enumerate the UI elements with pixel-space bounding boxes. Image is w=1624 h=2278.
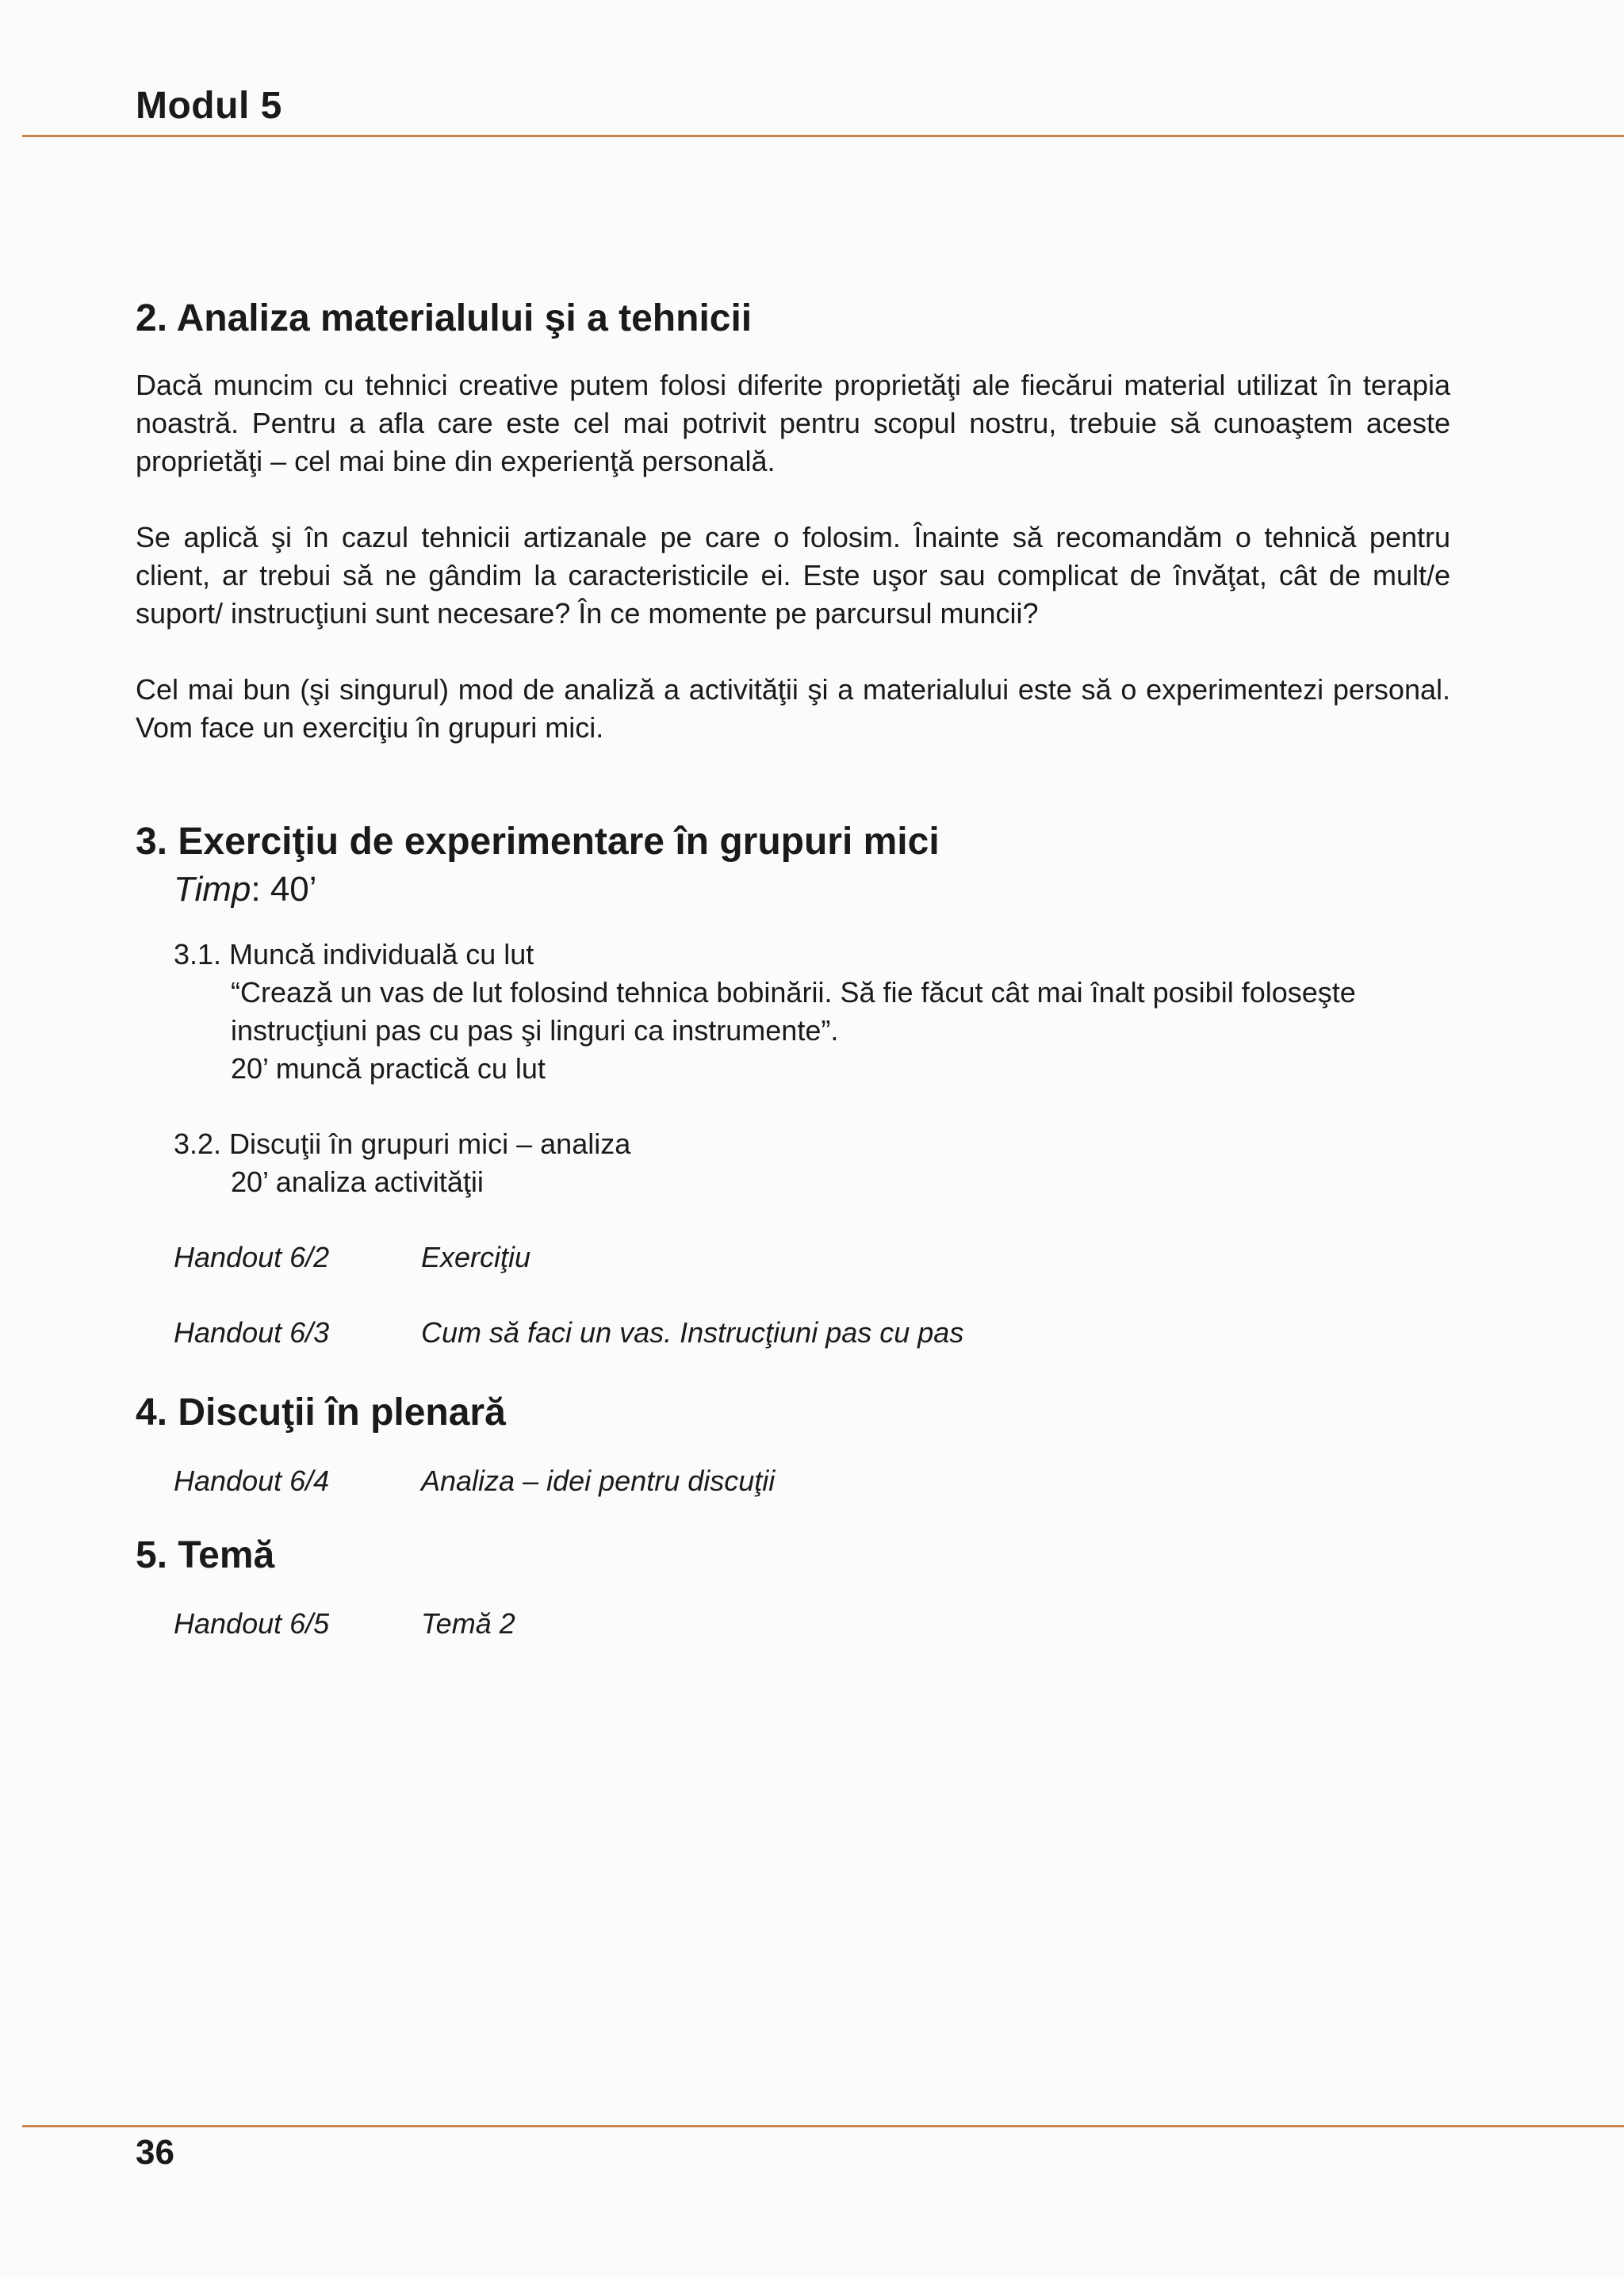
- handout-row: [174, 1239, 1450, 1277]
- subsection-3-2-duration: 20’ analiza activităţii: [231, 1166, 484, 1198]
- handout-title: Analiza – idei pentru discuţii: [421, 1464, 776, 1497]
- handout-id: Handout 6/2: [174, 1241, 330, 1273]
- handout-title: Cum să faci un vas. Instrucţiuni pas cu pas: [421, 1316, 964, 1349]
- section-4-heading: 4. Discuţii în plenară: [136, 1392, 506, 1434]
- subsection-3-1-title: 3.1. Muncă individuală cu lut: [174, 938, 534, 971]
- time-value: : 40’: [251, 870, 317, 909]
- section-2-paragraph-1: Dacă muncim cu tehnici creative putem folosi diferite proprietăţi ale fiecărui material utilizat în terapia noastră. Pentru a afla care este cel mai potrivit pentru scopul nostru, trebuie să cunoaştem aceste proprietăţi – cel mai bine din experienţă personală.: [136, 369, 1450, 477]
- time-allotment: [174, 866, 1450, 913]
- handout-row: [174, 1314, 1450, 1352]
- handout-row: [174, 1462, 1450, 1500]
- section-3-heading: 3. Exerciţiu de experimentare în grupuri mici: [136, 821, 940, 863]
- section-2-paragraph-3: Cel mai bun (şi singurul) mod de analiză a activităţii şi a materialului este să o experimentezi personal. Vom face un exerciţiu în grupuri mici.: [136, 673, 1450, 744]
- time-label: Timp: [174, 870, 251, 909]
- handout-id: Handout 6/4: [174, 1464, 330, 1497]
- page-number: 36: [136, 2133, 174, 2172]
- handout-row: [174, 1605, 1450, 1643]
- subsection-3-1-quote-line-1: “Crează un vas de lut folosind tehnica bobinării. Să fie făcut cât mai înalt posibil foloseşte: [231, 976, 1356, 1009]
- section-2-paragraph-2: Se aplică şi în cazul tehnicii artizanale pe care o folosim. Înainte să recomandăm o tehnică pentru client, ar trebui să ne gândim la caracteristicile ei. Este uşor sau complicat de învăţat, cât de mult/e suport/ instrucţiuni sunt necesare? În ce momente pe parcursul muncii?: [136, 521, 1450, 630]
- module-title: Modul 5: [136, 85, 282, 127]
- header-divider: [22, 135, 1624, 137]
- subsection-3-1-quote-line-2: instrucţiuni pas cu pas şi linguri ca instrumente”.: [231, 1014, 839, 1047]
- handout-id: Handout 6/3: [174, 1316, 330, 1349]
- handout-title: Exerciţiu: [421, 1241, 531, 1273]
- subsection-3-2-title: 3.2. Discuţii în grupuri mici – analiza: [174, 1128, 631, 1160]
- main-content: [136, 295, 1450, 1643]
- section-5-heading: 5. Temă: [136, 1534, 275, 1576]
- subsection-3-1-duration: 20’ muncă practică cu lut: [231, 1052, 546, 1085]
- footer-divider: [22, 2125, 1624, 2127]
- handout-id: Handout 6/5: [174, 1607, 330, 1640]
- section-2-heading: 2. Analiza materialului şi a tehnicii: [136, 297, 753, 339]
- handout-title: Temă 2: [421, 1607, 515, 1640]
